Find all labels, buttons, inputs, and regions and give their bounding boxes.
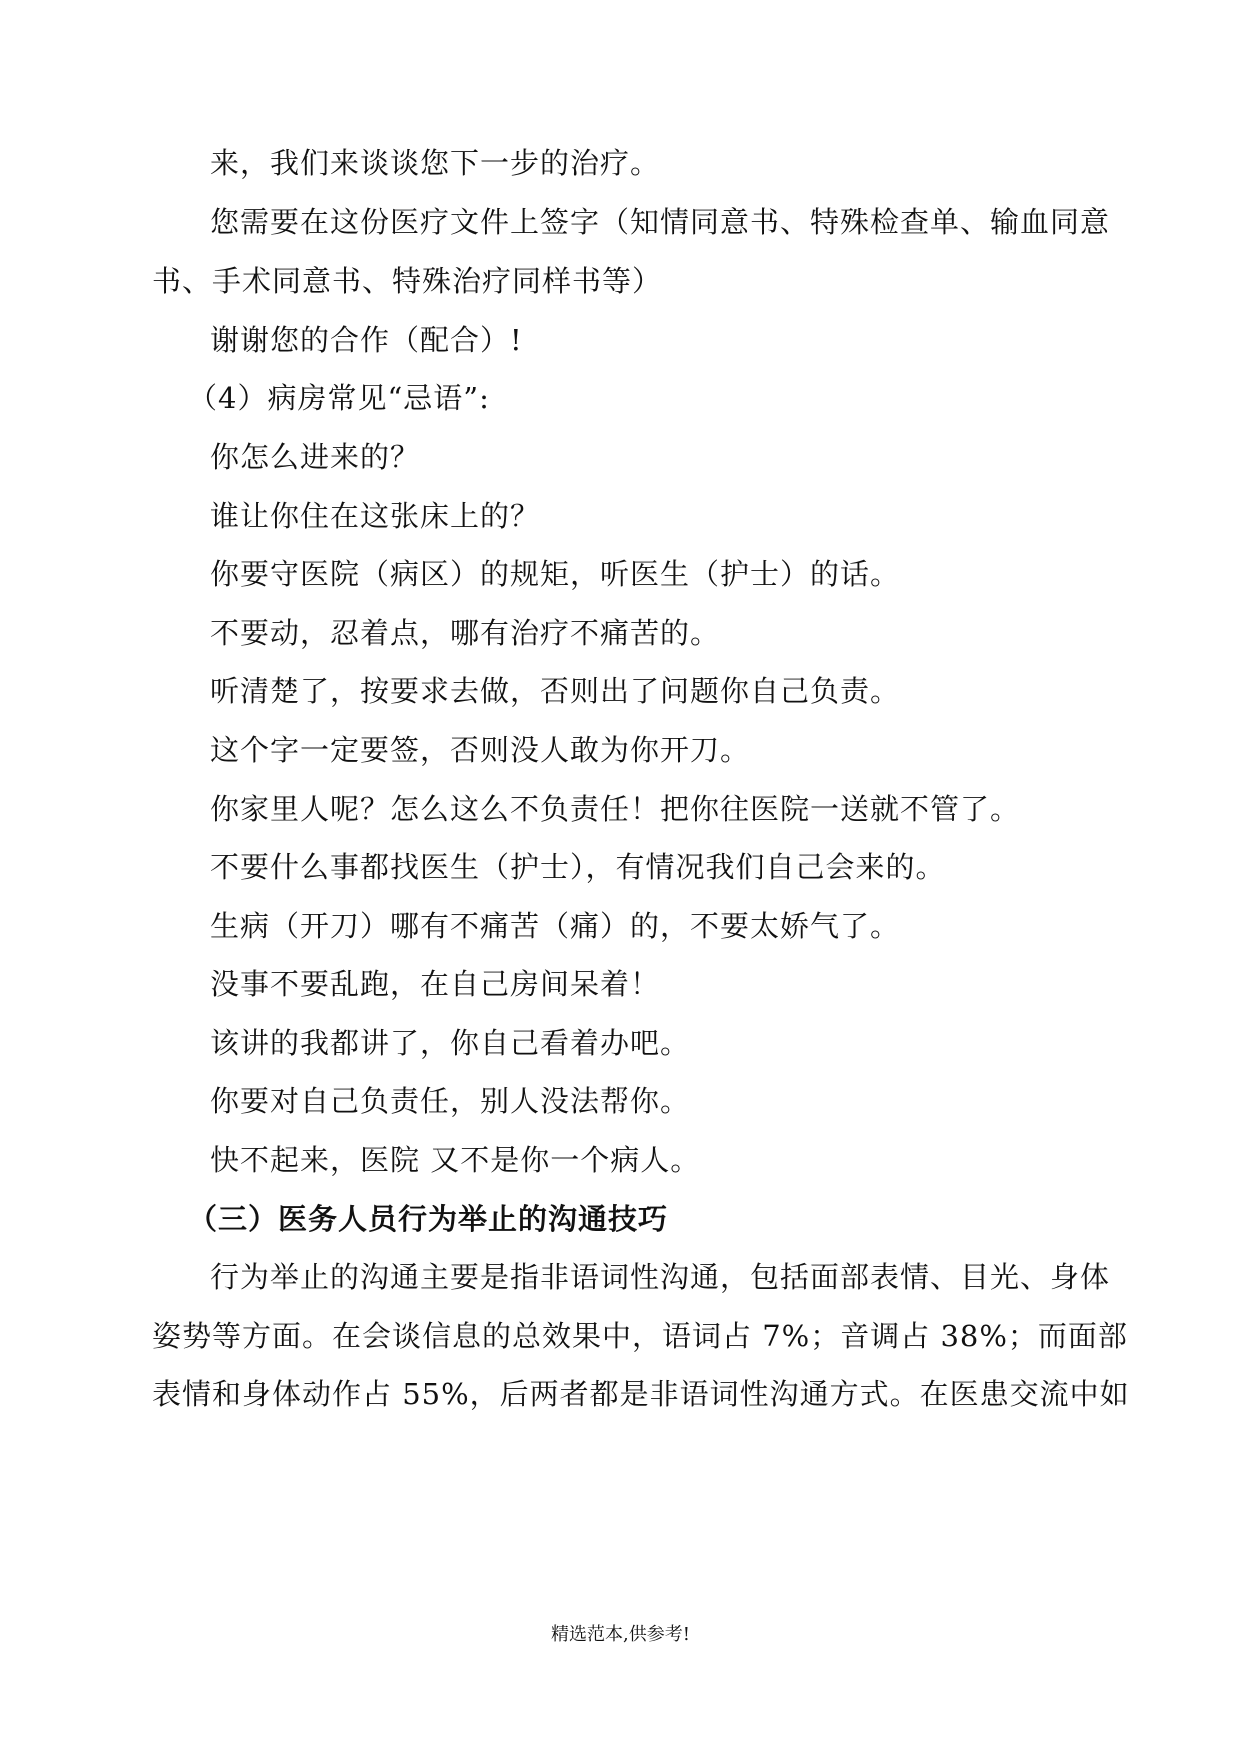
paragraph-line: 表情和身体动作占 55%，后两者都是非语词性沟通方式。在医患交流中如 bbox=[152, 1377, 1130, 1411]
taboo-phrase: 谁让你住在这张床上的？ bbox=[210, 499, 541, 533]
section-subtitle: （4）病房常见“忌语”: bbox=[188, 381, 490, 415]
paragraph-line: 来，我们来谈谈您下一步的治疗。 bbox=[210, 146, 661, 180]
taboo-phrase: 你怎么进来的？ bbox=[210, 440, 421, 474]
taboo-phrase: 你家里人呢？怎么这么不负责任！把你往医院一送就不管了。 bbox=[210, 792, 1021, 826]
paragraph-line: 谢谢您的合作（配合）! bbox=[210, 323, 523, 357]
taboo-phrase: 你要对自己负责任，别人没法帮你。 bbox=[210, 1084, 691, 1118]
taboo-phrase: 该讲的我都讲了，你自己看着办吧。 bbox=[210, 1026, 691, 1060]
paragraph-line: 行为举止的沟通主要是指非语词性沟通，包括面部表情、目光、身体 bbox=[210, 1260, 1111, 1294]
taboo-phrase: 快不起来，医院 又不是你一个病人。 bbox=[210, 1143, 701, 1177]
taboo-phrase: 不要什么事都找医生（护士），有情况我们自己会来的。 bbox=[210, 850, 946, 884]
page-footer: 精选范本,供参考! bbox=[551, 1624, 690, 1645]
section-heading: （三）医务人员行为举止的沟通技巧 bbox=[188, 1202, 669, 1236]
taboo-phrase: 你要守医院（病区）的规矩，听医生（护士）的话。 bbox=[210, 557, 901, 591]
taboo-phrase: 这个字一定要签，否则没人敢为你开刀。 bbox=[210, 733, 751, 767]
paragraph-line: 姿势等方面。在会谈信息的总效果中，语词占 7%；音调占 38%；而面部 bbox=[152, 1319, 1128, 1353]
taboo-phrase: 听清楚了，按要求去做，否则出了问题你自己负责。 bbox=[210, 674, 901, 708]
taboo-phrase: 没事不要乱跑，在自己房间呆着！ bbox=[210, 967, 661, 1001]
taboo-phrase: 不要动，忍着点，哪有治疗不痛苦的。 bbox=[210, 616, 721, 650]
paragraph-line: 您需要在这份医疗文件上签字（知情同意书、特殊检查单、输血同意 bbox=[210, 205, 1111, 239]
taboo-phrase: 生病（开刀）哪有不痛苦（痛）的，不要太娇气了。 bbox=[210, 909, 901, 943]
paragraph-line: 书、手术同意书、特殊治疗同样书等） bbox=[152, 264, 663, 298]
